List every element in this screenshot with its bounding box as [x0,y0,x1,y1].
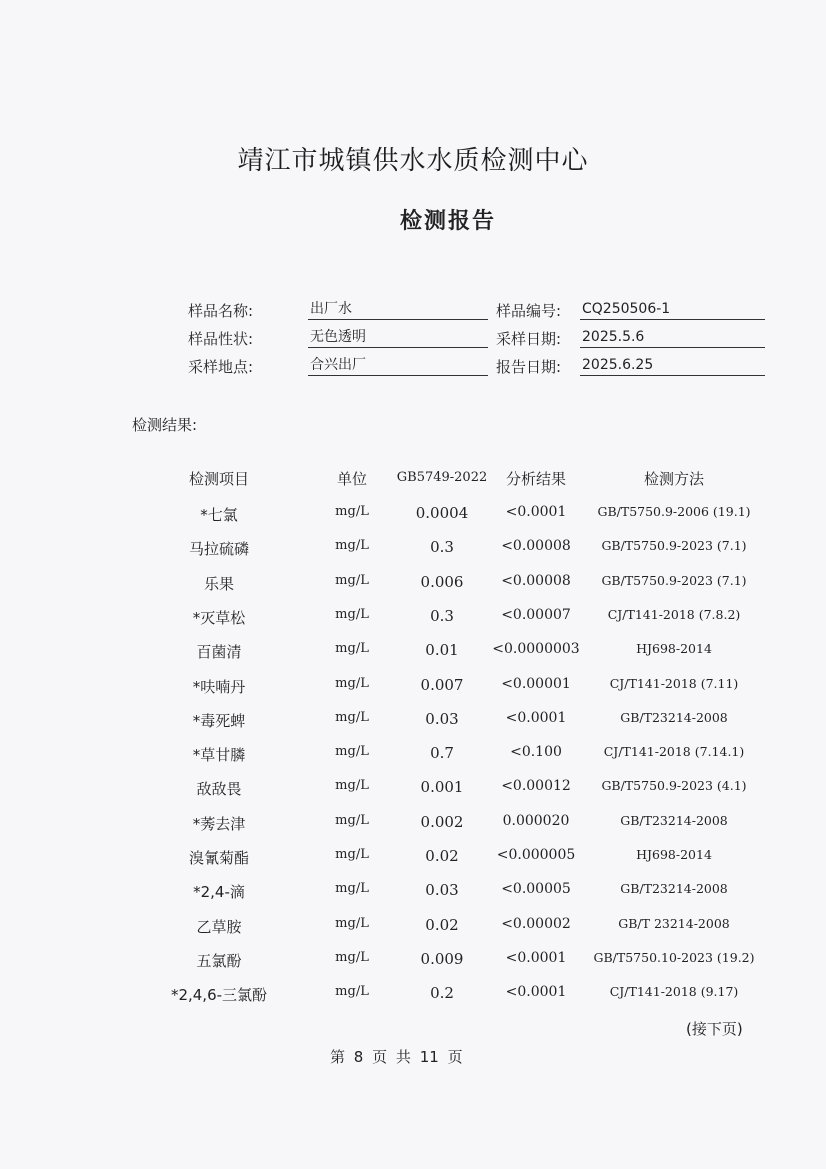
table-row [0,778,826,802]
cell-limit: 0.2 [430,984,454,1003]
cell-item: *2,4,6-三氯酚 [170,986,268,1005]
report-date-value: 2025.6.25 [580,356,765,376]
cell-result: 0.000020 [502,812,570,829]
cell-item: 马拉硫磷 [188,540,250,559]
cell-item: 敌敌畏 [196,780,242,799]
cell-limit: 0.3 [430,538,454,557]
cell-unit: mg/L [335,949,369,965]
cell-method: GB/T23214-2008 [620,812,728,828]
table-row [0,573,826,597]
cell-result: <0.00008 [501,538,571,555]
page-mid: 页 共 [372,1048,411,1066]
table-row [0,881,826,905]
cell-item: 乐果 [203,574,235,593]
cell-item: 溴氰菊酯 [188,849,250,867]
cell-method: HJ698-2014 [636,847,712,862]
sampling-site-label: 采样地点: [188,358,254,376]
organization-title: 靖江市城镇供水水质检测中心 [237,146,589,176]
cell-unit: mg/L [335,675,369,691]
table-row [0,744,826,768]
header-result: 分析结果 [505,470,567,488]
cell-unit: mg/L [335,504,369,519]
header-limit: GB5749-2022 [396,470,488,485]
sampling-date-value: 2025.5.6 [580,328,765,348]
cell-result: <0.00002 [501,915,571,932]
page-total: 11 [419,1048,439,1066]
cell-item: 乙草胺 [196,917,242,936]
cell-unit: mg/L [335,538,369,554]
table-row [0,916,826,940]
cell-limit: 0.009 [420,949,464,968]
cell-method: GB/T 23214-2008 [618,915,730,931]
cell-result: <0.00007 [501,606,571,623]
sampling-date-label: 采样日期: [496,330,562,348]
cell-method: GB/T23214-2008 [620,881,728,897]
cell-method: GB/T5750.9-2006 (19.1) [597,504,751,519]
document-title: 检测报告 [399,209,496,234]
page-prefix: 第 [330,1048,346,1066]
sample-name-label: 样品名称: [188,302,254,320]
cell-result: <0.00005 [501,881,571,898]
page-current: 8 [353,1048,364,1066]
cell-item: *呋喃丹 [192,677,246,696]
table-row [0,538,826,562]
cell-limit: 0.002 [420,812,464,831]
table-row [0,504,826,528]
cell-unit: mg/L [335,572,369,588]
header-method: 检测方法 [643,470,705,488]
table-row [0,813,826,837]
table-row [0,641,826,665]
cell-result: <0.0001 [505,504,567,520]
cell-method: GB/T5750.9-2023 (4.1) [601,778,747,794]
cell-result: <0.0000003 [492,641,580,658]
cell-limit: 0.007 [420,675,464,694]
cell-method: GB/T5750.9-2023 (7.1) [601,572,747,588]
cell-item: *莠去津 [192,814,246,833]
cell-unit: mg/L [335,606,369,622]
sample-state-value: 无色透明 [308,328,488,348]
cell-unit: mg/L [335,744,369,760]
sample-name-value: 出厂水 [308,300,488,320]
cell-method: GB/T5750.9-2023 (7.1) [601,538,747,554]
cell-result: <0.00008 [501,572,571,589]
results-label: 检测结果: [132,416,198,434]
cell-limit: 0.02 [425,915,459,934]
report-date-label: 报告日期: [496,358,562,376]
cell-method: GB/T5750.10-2023 (19.2) [593,949,755,965]
cell-method: CJ/T141-2018 (7.11) [609,675,739,691]
cell-unit: mg/L [335,984,369,1000]
page-suffix: 页 [447,1048,463,1066]
page-indicator [330,1046,463,1067]
cell-method: CJ/T141-2018 (7.8.2) [607,606,741,622]
cell-unit: mg/L [335,847,369,862]
cell-unit: mg/L [335,915,369,931]
cell-method: GB/T23214-2008 [620,709,728,725]
cell-limit: 0.7 [430,744,454,763]
cell-limit: 0.0004 [415,504,469,522]
cell-item: *草甘膦 [192,746,246,765]
cell-limit: 0.02 [425,847,459,865]
cell-result: <0.00001 [501,675,571,692]
cell-limit: 0.006 [420,572,464,591]
cell-item: *灭草松 [192,608,246,627]
cell-limit: 0.3 [430,606,454,625]
cell-unit: mg/L [335,812,369,828]
cell-limit: 0.001 [420,778,464,797]
cell-item: *七氯 [200,506,238,524]
header-unit: 单位 [336,470,368,488]
cell-limit: 0.03 [425,881,459,900]
sample-no-label: 样品编号: [496,302,562,320]
table-row [0,984,826,1008]
table-row [0,710,826,734]
table-row [0,676,826,700]
cell-item: 百菌清 [196,643,242,662]
continue-note: (接下页) [686,1020,743,1038]
header-item: 检测项目 [188,470,250,488]
cell-limit: 0.03 [425,709,459,728]
cell-method: CJ/T141-2018 (7.14.1) [603,744,745,760]
cell-method: CJ/T141-2018 (9.17) [609,984,739,1000]
cell-unit: mg/L [335,778,369,794]
table-row [0,847,826,871]
cell-item: *2,4-滴 [193,883,245,902]
cell-unit: mg/L [335,641,369,657]
cell-result: <0.100 [510,744,562,761]
table-row [0,607,826,631]
sampling-site-value: 合兴出厂 [308,356,488,376]
table-row [0,950,826,974]
cell-unit: mg/L [335,709,369,725]
cell-limit: 0.01 [425,641,459,660]
cell-method: HJ698-2014 [636,641,712,657]
cell-result: <0.0001 [505,709,567,726]
cell-result: <0.00012 [501,778,571,795]
cell-result: <0.0001 [505,949,567,966]
cell-item: 五氯酚 [196,951,242,970]
cell-result: <0.000005 [496,847,576,863]
cell-result: <0.0001 [505,984,567,1001]
cell-unit: mg/L [335,881,369,897]
sample-state-label: 样品性状: [188,330,254,348]
sample-no-value: CQ250506-1 [580,300,765,320]
cell-item: *毒死蜱 [192,711,246,730]
